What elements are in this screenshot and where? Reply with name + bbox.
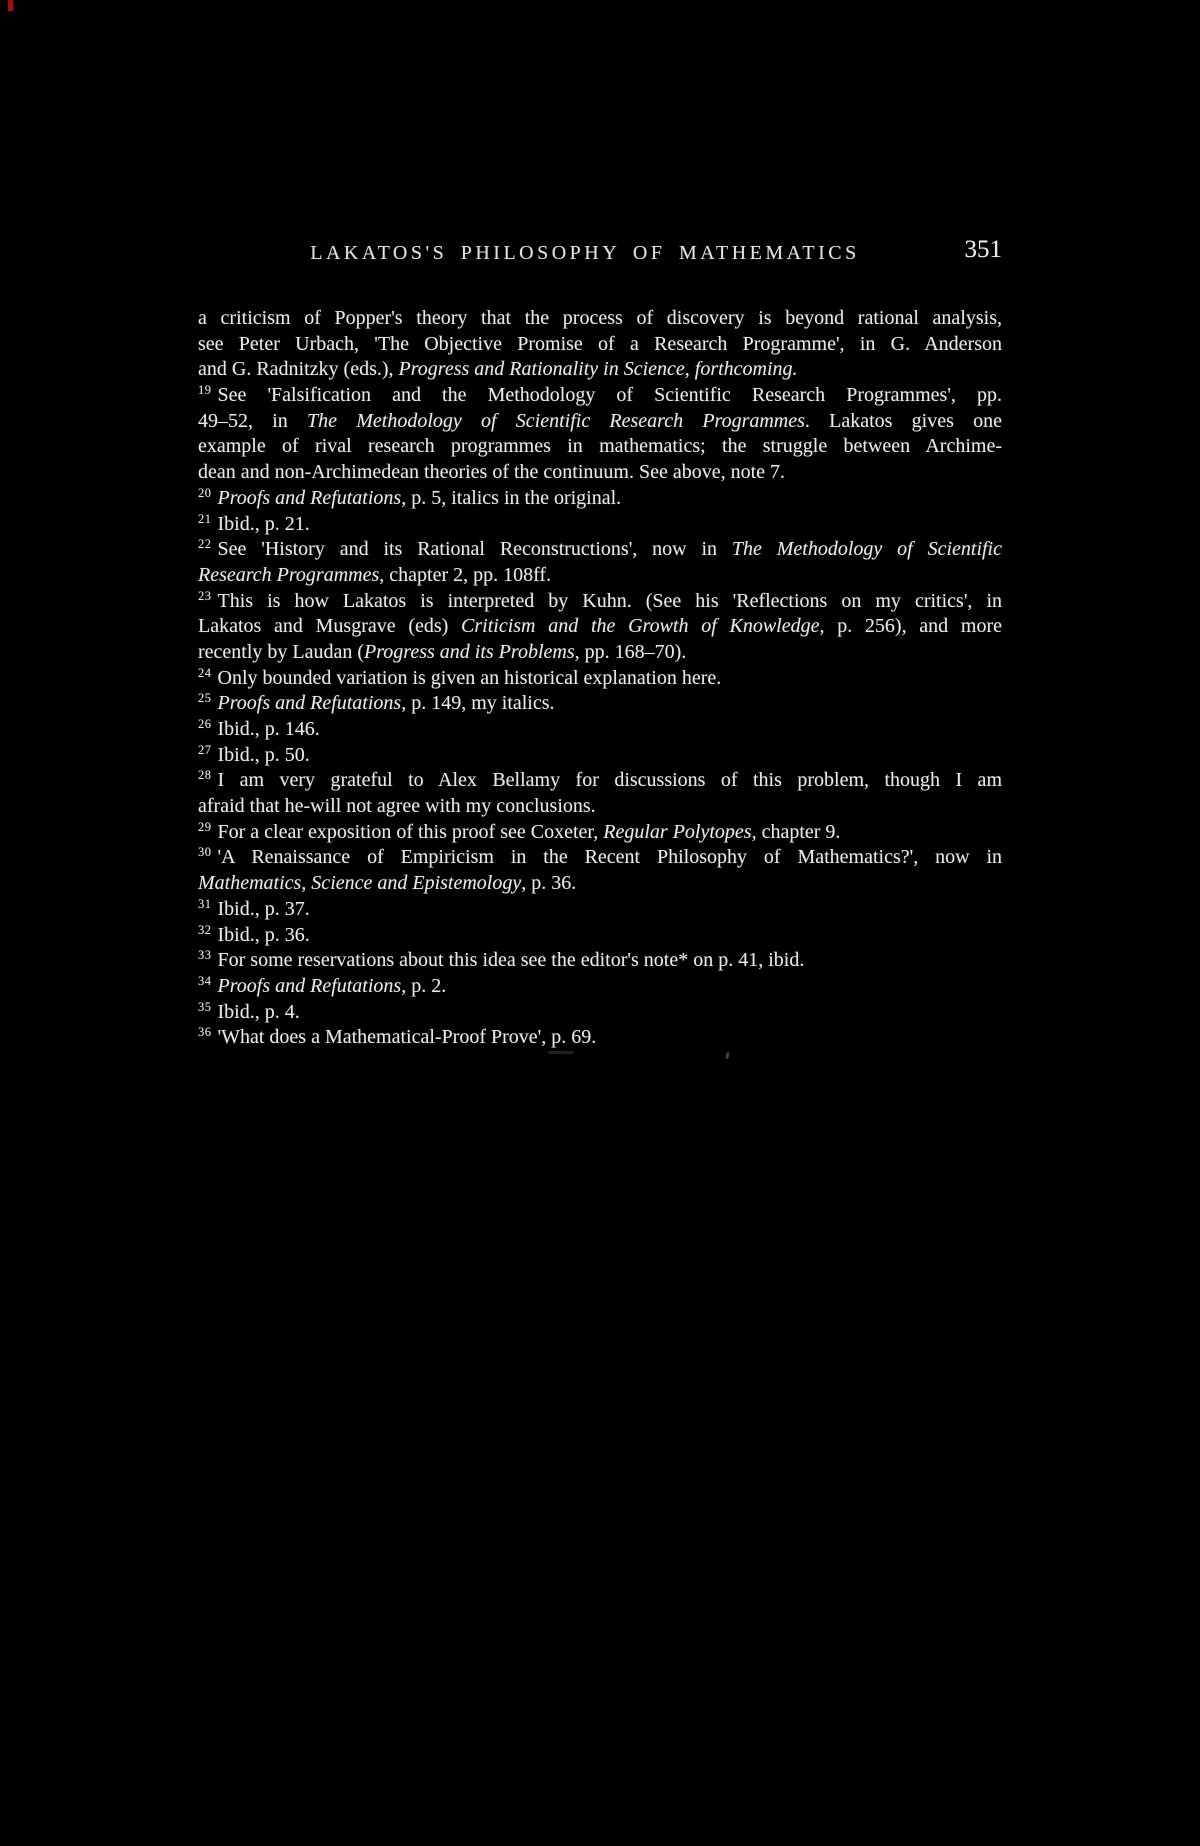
scan-artifact-red-mark <box>8 0 13 11</box>
footnotes-block <box>198 306 1002 1051</box>
footnote-line-15: 24 Only bounded variation is given an historical explanation here. <box>198 665 722 689</box>
footnote-line-24: 31 Ibid., p. 37. <box>198 896 310 920</box>
footnote-text-segment: Regular Polytopes <box>603 820 752 843</box>
footnote-line-27: 34 Proofs and Refutations, p. 2. <box>198 973 447 997</box>
footnote-line-21: 29 For a clear exposition of this proof see Coxeter, Regular Polytopes, chapter 9. <box>198 819 841 843</box>
footnote-text-segment: For a clear exposition of this proof see Coxeter, <box>217 820 604 843</box>
footnote-line-2 <box>198 332 1002 358</box>
footnote-text-segment: Criticism and the Growth of Knowledge <box>461 615 820 638</box>
footnote-line-12: 23 This is how Lakatos is interpreted by Kuhn. (See his 'Reflections on my critics', in <box>198 588 1002 612</box>
footnote-text-segment: , chapter 2, pp. 108ff. <box>379 563 552 586</box>
scan-artifact-speck <box>725 1052 729 1059</box>
footnote-text-segment: Ibid., p. 37. <box>217 897 310 920</box>
footnote-text-segment: Research Programmes <box>198 563 380 586</box>
footnote-line-14 <box>198 640 1002 666</box>
footnote-text-segment: Ibid., p. 36. <box>217 923 310 946</box>
footnote-line-16: 25 Proofs and Refutations, p. 149, my italics. <box>198 691 555 715</box>
footnote-text-segment: , p. 256), and more <box>819 615 1002 638</box>
footnote-line-18: 27 Ibid., p. 50. <box>198 742 310 766</box>
footnote-text-segment: Proofs and Refutations <box>217 974 402 997</box>
footnote-line-13 <box>198 614 1002 640</box>
footnote-text-segment: a criticism of Popper's theory that the process of discovery is beyond rational analysis, <box>198 307 1002 329</box>
footnote-text-segment: example of rival research programmes in mathematics; the struggle between Archime- <box>198 435 1002 458</box>
footnote-text-segment: Only bounded variation is given an historical explanation here. <box>217 666 722 689</box>
footnote-line-20 <box>198 794 1002 820</box>
footnote-text-segment: , p. 36. <box>521 872 577 895</box>
footnote-text-segment: dean and non-Archimedean theories of the continuum. See above, note 7. <box>198 461 786 484</box>
footnote-text-segment: Lakatos and Musgrave (eds) <box>198 615 462 638</box>
footnote-line-17: 26 Ibid., p. 146. <box>198 717 320 740</box>
footnote-text-segment: 'What does a Mathematical-Proof Prove', p. 69. <box>217 1026 597 1049</box>
footnote-line-28: 35 Ibid., p. 4. <box>198 999 300 1023</box>
footnote-line-29: 36 'What does a Mathematical-Proof Prove', p. 69. <box>198 1025 597 1049</box>
footnote-text-segment: , p. 5, italics in the original. <box>401 486 622 509</box>
footnote-line-3 <box>198 357 1002 383</box>
footnote-text-segment: 'A Renaissance of Empiricism in the Recent Philosophy of Mathematics?', now in <box>217 846 1002 869</box>
footnote-text-segment: Ibid., p. 146. <box>217 718 320 740</box>
footnote-text-segment: , p. 149, my italics. <box>401 692 555 715</box>
footnote-text-segment: For some reservations about this idea see the editor's note* on p. 41, ibid. <box>217 949 805 972</box>
footnote-text-segment: Progress and its Problems <box>364 640 575 663</box>
footnote-line-23 <box>198 871 1002 897</box>
footnote-text-segment: and G. Radnitzky (eds.), <box>198 358 399 381</box>
footnote-text-segment: , p. 2. <box>401 974 447 997</box>
footnote-text-segment: 49–52, in <box>198 409 308 432</box>
footnote-line-10: 22 See 'History and its Rational Reconstructions', now in The Methodology of Scientific <box>198 537 1002 561</box>
footnote-line-7 <box>198 460 1002 486</box>
scan-artifact-smudge <box>548 1051 574 1054</box>
footnote-text-segment: The Methodology of Scientific <box>731 538 1002 561</box>
footnote-text-segment: . Lakatos gives one <box>804 409 1002 432</box>
footnote-text-segment: Proofs and Refutations <box>217 486 402 509</box>
footnote-line-22: 30 'A Renaissance of Empiricism in the Recent Philosophy of Mathematics?', now in <box>198 845 1002 869</box>
footnote-text-segment: Proofs and Refutations <box>217 692 402 715</box>
page-number: 351 <box>964 236 1002 263</box>
footnote-line-25: 32 Ibid., p. 36. <box>198 922 310 946</box>
footnote-text-segment: I am very grateful to Alex Bellamy for discussions of this problem, though I am <box>217 769 1002 792</box>
footnote-text-segment: Mathematics, Science and Epistemology <box>198 872 522 895</box>
footnote-text-segment: , pp. 168–70). <box>574 640 687 663</box>
footnote-text-segment: Ibid., p. 21. <box>217 512 310 535</box>
footnote-line-6 <box>198 434 1002 460</box>
footnote-line-26: 33 For some reservations about this idea see the editor's note* on p. 41, ibid. <box>198 948 805 972</box>
footnote-text-segment: see Peter Urbach, 'The Objective Promise of a Research Programme', in G. Anderson <box>198 332 1002 355</box>
footnote-text-segment: afraid that he-will not agree with my conclusions. <box>198 795 596 818</box>
footnote-text-segment: This is how Lakatos is interpreted by Kuhn. (See his 'Reflections on my critics', in <box>217 589 1002 612</box>
footnote-text-segment: See 'Falsification and the Methodology of Scientific Research Programmes', pp. <box>217 384 1002 407</box>
footnote-text-segment: The Methodology of Scientific Research Programmes <box>307 409 805 432</box>
footnote-text-segment: , chapter 9. <box>751 820 841 843</box>
running-head <box>198 238 1002 270</box>
footnote-line-1 <box>198 306 1002 332</box>
page-title: LAKATOS'S PHILOSOPHY OF MATHEMATICS <box>310 242 860 264</box>
footnote-text-segment: recently by Laudan ( <box>198 640 365 663</box>
footnote-text-segment: Progress and Rationality in Science, forthcoming. <box>398 358 798 381</box>
footnote-line-9: 21 Ibid., p. 21. <box>198 511 310 535</box>
footnote-line-11 <box>198 563 1002 589</box>
footnote-line-4: 19 See 'Falsification and the Methodology of Scientific Research Programmes', pp. <box>198 383 1002 407</box>
footnote-line-5 <box>198 409 1002 435</box>
footnote-line-8: 20 Proofs and Refutations, p. 5, italics in the original. <box>198 485 622 509</box>
footnote-text-segment: Ibid., p. 4. <box>217 1000 300 1023</box>
footnote-line-19: 28 I am very grateful to Alex Bellamy for discussions of this problem, though I am <box>198 768 1002 792</box>
footnote-text-segment: See 'History and its Rational Reconstructions', now in <box>217 538 732 561</box>
footnote-text-segment: Ibid., p. 50. <box>217 743 310 766</box>
